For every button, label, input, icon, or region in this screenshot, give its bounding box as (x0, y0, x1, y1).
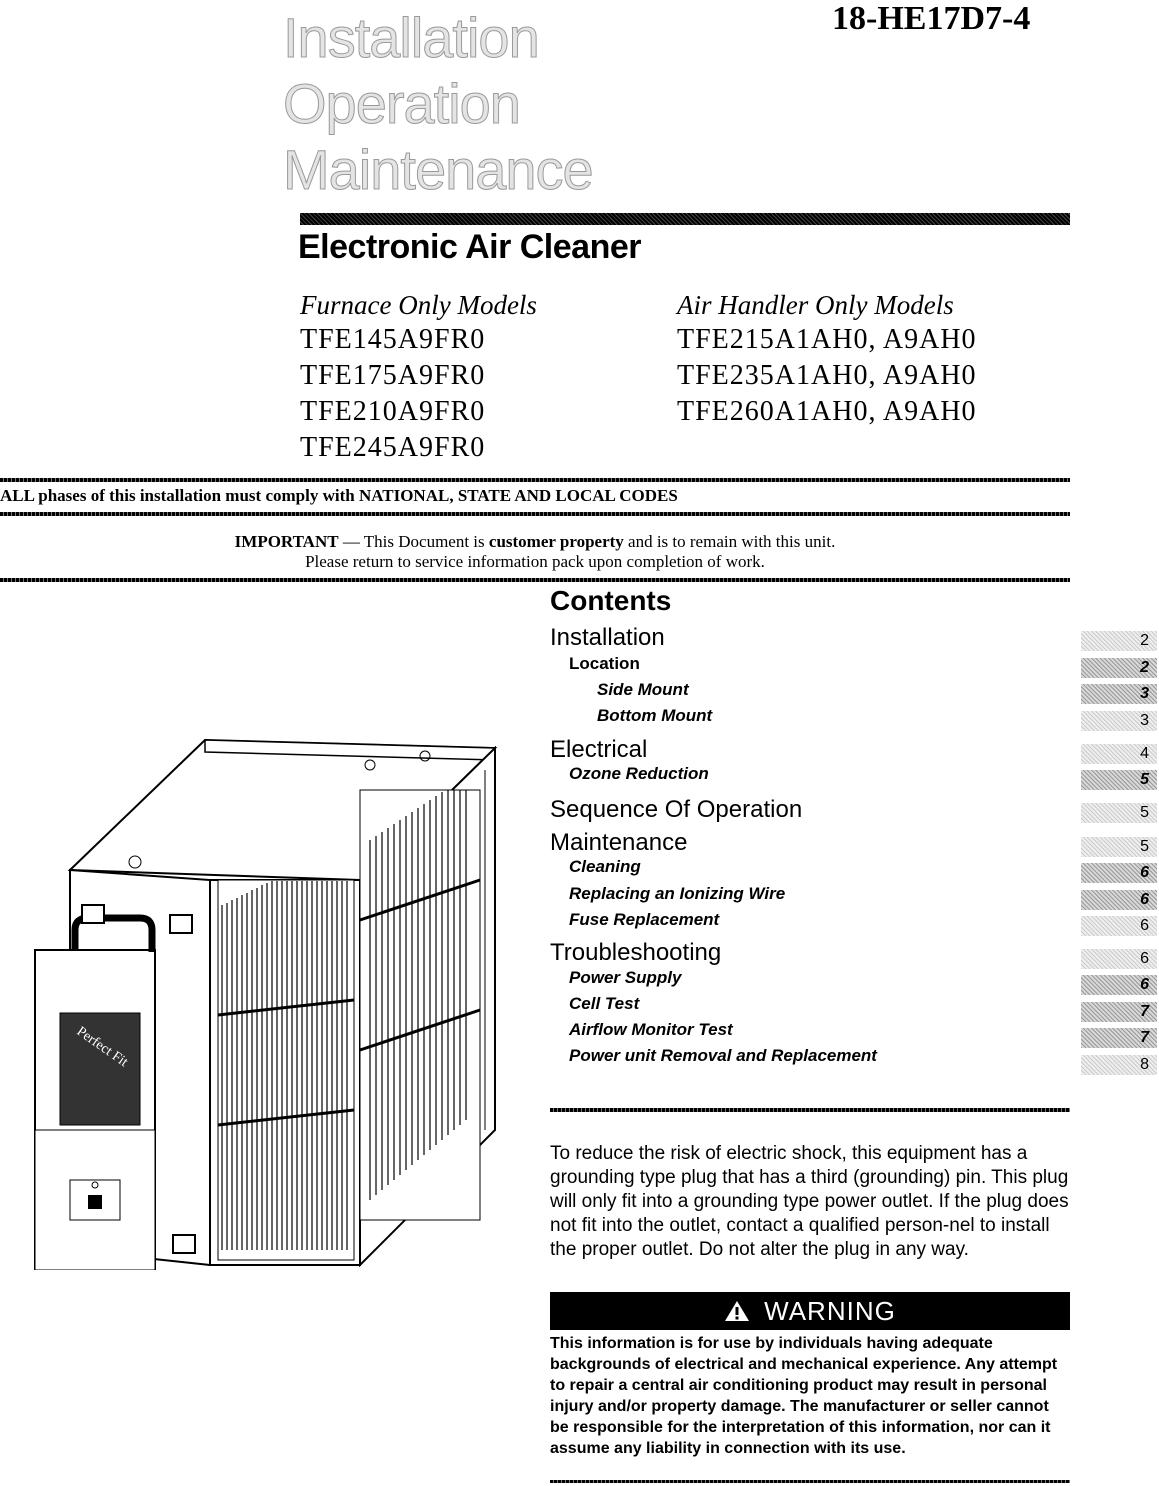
toc-item: Installation (550, 624, 665, 651)
model-number: TFE210A9FR0 (300, 396, 486, 427)
air-handler-models-heading: Air Handler Only Models (677, 290, 954, 320)
toc-page-number: 6 (1081, 949, 1157, 969)
warning-text: This information is for use by individuals having adequate backgrounds of electrical and mechanical experience. Any attempt to repair a central air conditioning product may result in personal injury and/or property damage. The manufacturer or seller cannot be responsible for the interpretation of this information, nor can it assume any liability in connection with its use. (550, 1335, 1058, 1457)
toc-page-number: 4 (1081, 744, 1157, 764)
model-number: TFE215A1AH0, A9AH0 (677, 324, 977, 355)
toc-page-number: 6 (1081, 975, 1157, 995)
toc-item: Bottom Mount (597, 706, 713, 725)
air-cleaner-illustration (30, 730, 500, 1270)
toc-item: Cleaning (569, 857, 641, 876)
important-text: — This Document is (338, 532, 489, 551)
contents-list (550, 624, 1070, 1072)
toc-item: Sequence Of Operation (550, 796, 803, 823)
title-installation: Installation (283, 6, 539, 69)
model-number: TFE175A9FR0 (300, 360, 486, 391)
rule-middle (0, 512, 1070, 516)
toc-item: Cell Test (569, 994, 640, 1013)
important-text-rest: and is to remain with this unit. (623, 532, 836, 551)
warning-bar (550, 1292, 1070, 1330)
toc-item: Troubleshooting (550, 939, 722, 966)
important-line2: Please return to service information pack upon completion of work. (305, 552, 765, 571)
toc-item: Power unit Removal and Replacement (569, 1046, 877, 1065)
grounding-paragraph: To reduce the risk of electric shock, this equipment has a grounding type plug that has a third (grounding) pin. This plug will only fit into a grounding type power outlet. If the plug does not fit into the outlet, contact a qualified person-nel to install the proper outlet. Do not alter the plug in any way. (550, 1143, 1069, 1260)
toc-page-number: 5 (1081, 803, 1157, 823)
title-maintenance: Maintenance (283, 138, 593, 201)
toc-item: Replacing an Ionizing Wire (569, 884, 786, 903)
toc-page-number: 3 (1081, 684, 1157, 704)
contents-heading: Contents (550, 585, 672, 616)
furnace-models-heading: Furnace Only Models (300, 290, 537, 320)
model-number: TFE145A9FR0 (300, 324, 486, 355)
toc-item: Airflow Monitor Test (569, 1020, 733, 1039)
toc-page-number: 6 (1081, 916, 1157, 936)
toc-page-number: 3 (1081, 711, 1157, 731)
toc-page-number: 5 (1081, 837, 1157, 857)
important-lead: IMPORTANT (234, 532, 339, 551)
illustration-label: Perfect Fit (73, 1024, 131, 1071)
warning-label: WARNING (764, 1296, 896, 1326)
document-number: 18-HE17D7-4 (832, 0, 1031, 37)
important-notice (0, 532, 1070, 572)
rule-top (0, 478, 1070, 482)
toc-item: Electrical (550, 736, 648, 763)
toc-page-number: 6 (1081, 890, 1157, 910)
model-number: TFE245A9FR0 (300, 432, 486, 463)
toc-page-number: 5 (1081, 770, 1157, 790)
toc-page-number: 6 (1081, 863, 1157, 883)
rule-grounding (550, 1108, 1070, 1112)
model-number: TFE235A1AH0, A9AH0 (677, 360, 977, 391)
important-emph: customer property (488, 532, 624, 551)
rule-bottom (0, 578, 1070, 582)
toc-item: Maintenance (550, 829, 688, 856)
codes-notice: ALL phases of this installation must comply with NATIONAL, STATE AND LOCAL CODES (0, 486, 678, 505)
rule-warning-bottom (550, 1480, 1070, 1483)
toc-page-number: 2 (1081, 658, 1157, 678)
toc-item: Ozone Reduction (569, 764, 709, 783)
air-handler-models-list (677, 322, 977, 430)
toc-page-number: 2 (1081, 631, 1157, 651)
toc-page-number: 7 (1081, 1002, 1157, 1022)
toc-page-number: 7 (1081, 1028, 1157, 1048)
furnace-models-list (300, 322, 485, 466)
toc-page-number: 8 (1081, 1055, 1157, 1075)
toc-item: Location (569, 654, 640, 673)
toc-item: Fuse Replacement (569, 910, 720, 929)
product-name: Electronic Air Cleaner (298, 228, 641, 266)
title-operation: Operation (283, 72, 520, 135)
model-number: TFE260A1AH0, A9AH0 (677, 396, 977, 427)
header-bar (300, 213, 1070, 225)
warning-triangle-icon (724, 1294, 750, 1332)
toc-item: Power Supply (569, 968, 682, 987)
toc-item: Side Mount (597, 680, 689, 699)
